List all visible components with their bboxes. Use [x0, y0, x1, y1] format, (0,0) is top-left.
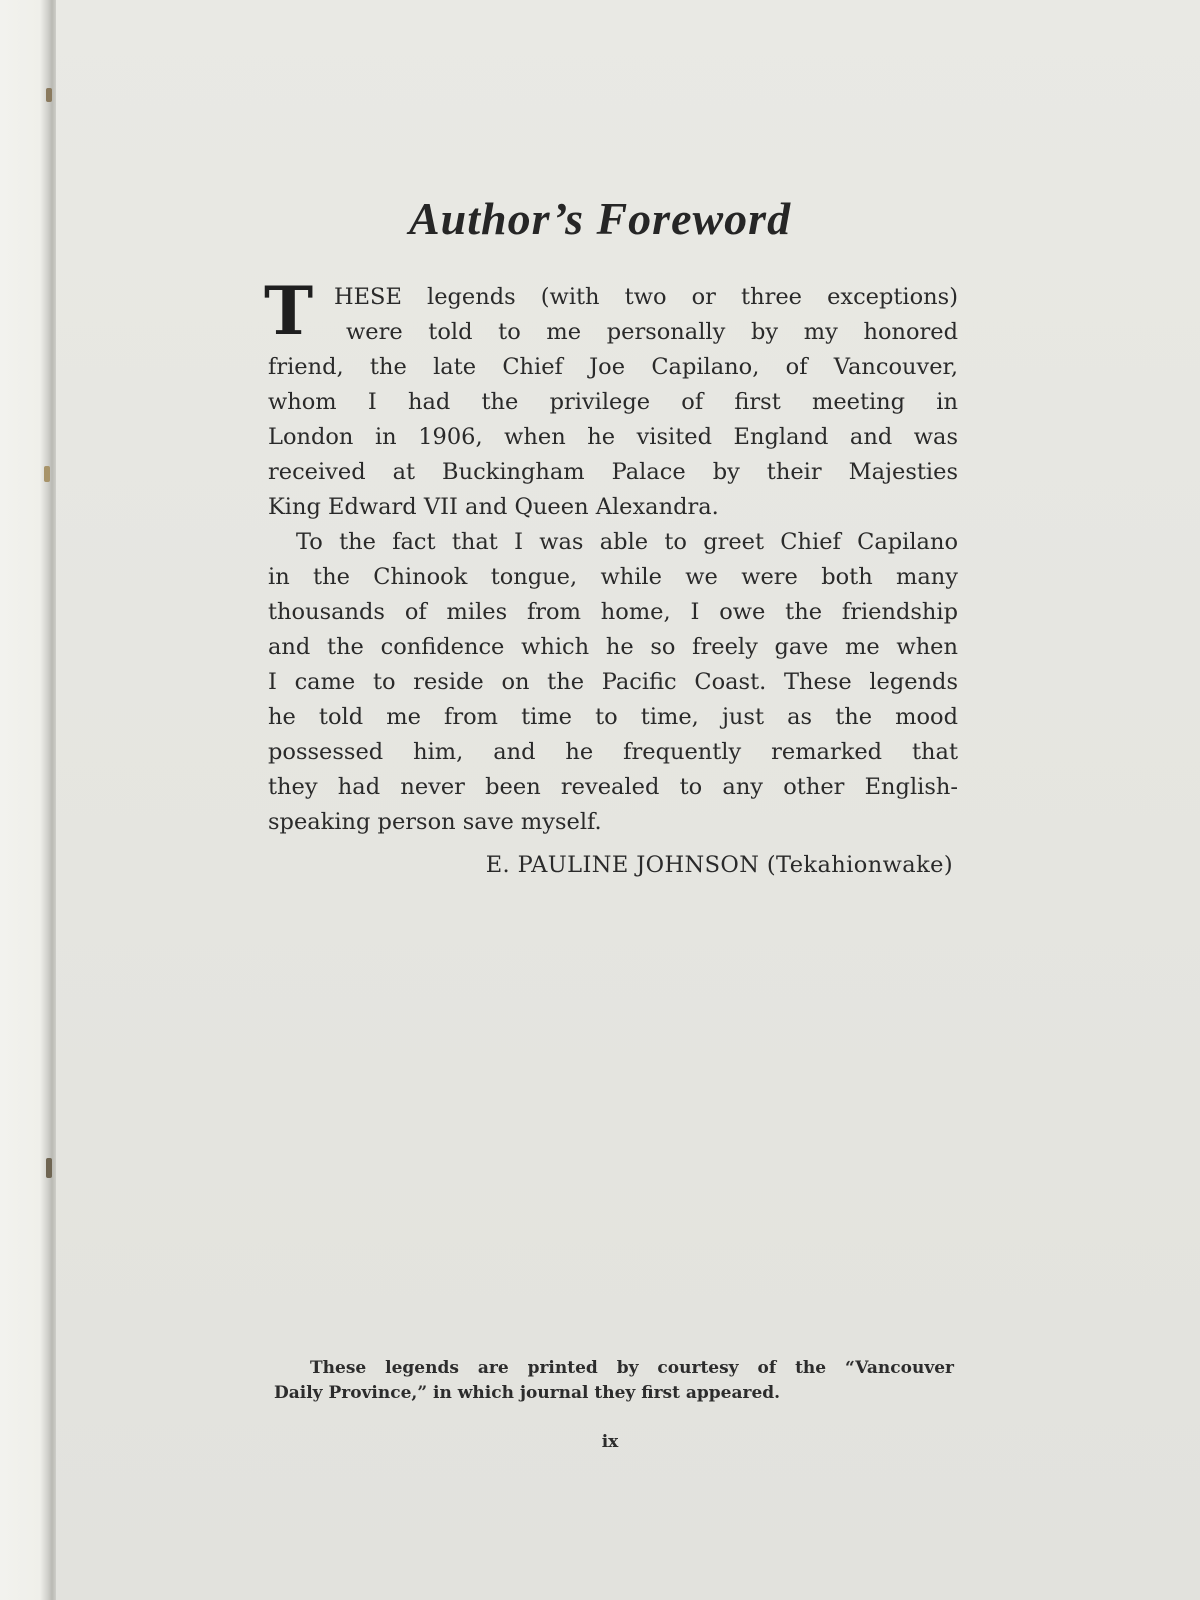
text-line: they had never been revealed to any other English- — [268, 774, 958, 800]
foreword-body — [268, 280, 958, 840]
footnote — [274, 1356, 954, 1406]
text-line: London in 1906, when he visited England and was — [268, 424, 958, 450]
text-line: whom I had the privilege of first meeting in — [268, 389, 958, 415]
drop-cap: T — [264, 272, 314, 350]
text-line: I came to reside on the Pacific Coast. These legends — [268, 669, 958, 695]
binding-stitch — [46, 88, 52, 102]
text-line: HESE legends (with two or three exceptions) — [334, 284, 958, 310]
page-number: ix — [601, 1432, 619, 1452]
binding-stitch — [46, 1158, 52, 1178]
text-line: in the Chinook tongue, while we were both many — [268, 564, 958, 590]
text-line: To the fact that I was able to greet Chief Capilano — [296, 529, 958, 555]
paragraph-2 — [268, 525, 958, 840]
author-signature: E. PAULINE JOHNSON (Tekahionwake) — [485, 852, 953, 878]
text-line: he told me from time to time, just as the mood — [268, 704, 958, 730]
paragraph-1 — [268, 280, 958, 525]
text-line: speaking person save myself. — [268, 809, 602, 835]
text-line: and the confidence which he so freely gave me when — [268, 634, 958, 660]
text-line: received at Buckingham Palace by their Majesties — [268, 459, 958, 485]
text-line: thousands of miles from home, I owe the friendship — [268, 599, 958, 625]
footnote-line: These legends are printed by courtesy of the “Vancouver — [310, 1358, 954, 1378]
text-line: were told to me personally by my honored — [346, 319, 958, 345]
footnote-line: Daily Province,” in which journal they first appeared. — [274, 1383, 781, 1403]
text-line: King Edward VII and Queen Alexandra. — [268, 494, 719, 520]
page-title: Author’s Foreword — [408, 193, 792, 244]
text-line: friend, the late Chief Joe Capilano, of Vancouver, — [268, 354, 958, 380]
binding-stitch — [44, 466, 50, 482]
text-line: possessed him, and he frequently remarked that — [268, 739, 958, 765]
